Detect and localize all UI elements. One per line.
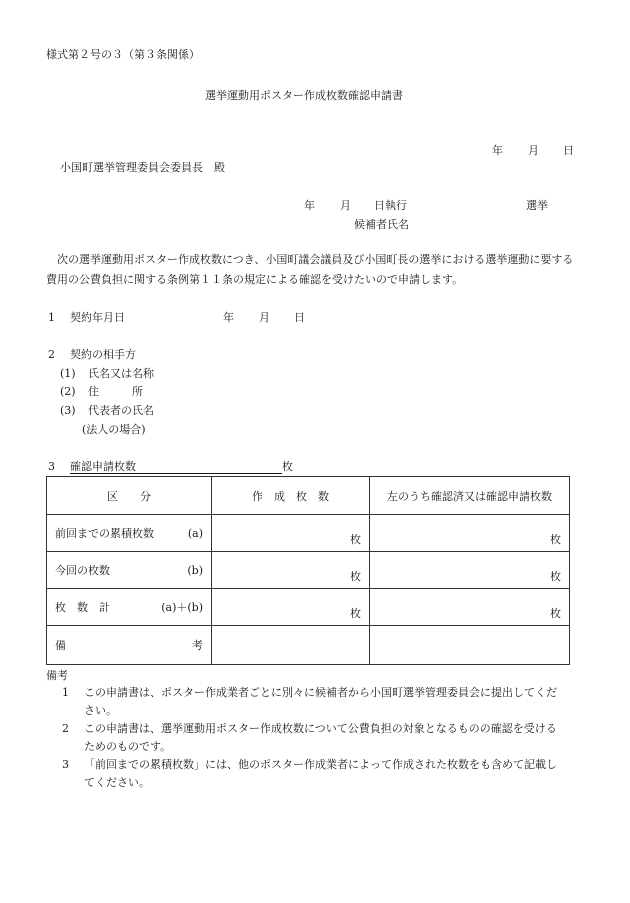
header-category: 区 分 [47,477,212,515]
row-tag: (a) [187,526,203,540]
item3-underline [70,473,282,474]
row-label: 備 [55,639,66,652]
remarks-cell[interactable] [370,626,570,665]
unit-label: 枚 [550,607,561,620]
row-label: 前回までの累積枚数 [55,527,154,540]
item1-month: 月 [259,311,270,324]
row-label-cell [47,552,212,589]
row-tag: 考 [192,639,203,652]
election-day-executed: 日執行 [374,199,407,212]
created-count-cell[interactable] [212,589,370,626]
item1-label: 契約年月日 [70,311,125,324]
item2-sub3-label: 代表者の氏名 [88,404,154,417]
created-count-cell[interactable] [212,515,370,552]
item1-year: 年 [223,311,234,324]
table-row [47,589,570,626]
remark-item [62,720,572,756]
remark-number: 3 [62,758,69,771]
remark-text: この申請書は、ポスター作成業者ごとに別々に候補者から小国町選挙管理委員会に提出してください。 [84,686,557,717]
table-row [47,626,570,665]
item3-unit: 枚 [282,460,293,473]
table-row [47,515,570,552]
unit-label: 枚 [550,570,561,583]
remarks-cell[interactable] [212,626,370,665]
item1-number: 1 [48,311,55,324]
confirmed-count-cell[interactable] [370,552,570,589]
item2-sub3-number: (3) [60,404,76,417]
date-year: 年 [492,144,503,157]
confirmed-count-cell[interactable] [370,589,570,626]
form-id: 様式第２号の３（第３条関係） [46,48,200,61]
election-year: 年 [304,199,315,212]
row-tag: (a)＋(b) [161,601,203,614]
table-header-row [47,477,570,515]
remark-item [62,756,572,792]
confirmed-count-cell[interactable] [370,515,570,552]
item2-number: 2 [48,348,55,361]
remarks-title: 備考 [46,669,68,682]
created-count-cell[interactable] [212,552,370,589]
item2-sub1-label: 氏名又は名称 [88,367,154,380]
unit-label: 枚 [350,607,361,620]
remark-text: 「前回までの累積枚数」には、他のポスター作成業者によって作成された枚数をも含めて記載してください。 [84,758,557,789]
document-title: 選挙運動用ポスター作成枚数確認申請書 [205,89,403,102]
row-label: 今回の枚数 [55,564,110,577]
date-month: 月 [528,144,539,157]
table-row [47,552,570,589]
item2-sub1-number: (1) [60,367,76,380]
item3-label: 確認申請枚数 [70,460,136,473]
unit-label: 枚 [350,533,361,546]
item2-corporate-note: (法人の場合) [82,423,146,436]
item1-day: 日 [294,311,305,324]
candidate-name-label: 候補者氏名 [354,218,409,231]
remark-text: この申請書は、選挙運動用ポスター作成枚数について公費負担の対象となるものの確認を受けるためのものです。 [84,722,557,753]
remark-number: 2 [62,722,69,735]
election-label: 選挙 [526,199,548,212]
header-confirmed-count: 左のうち確認済又は確認申請枚数 [370,477,570,515]
election-month: 月 [340,199,351,212]
header-created-count: 作 成 枚 数 [212,477,370,515]
item2-label: 契約の相手方 [70,348,136,361]
addressee: 小国町選挙管理委員会委員長 殿 [60,161,225,174]
row-label-cell [47,589,212,626]
item2-sub2-number: (2) [60,385,76,398]
unit-label: 枚 [350,570,361,583]
row-label: 枚 数 計 [55,601,110,614]
row-label-cell [47,515,212,552]
item2-sub2-label: 住 所 [88,385,143,398]
item3-number: 3 [48,460,55,473]
intro-text: 次の選挙運動用ポスター作成枚数につき、小国町議会議員及び小国町長の選挙における選挙運動に要する費用の公費負担に関する条例第１１条の規定による確認を受けたいので申請します。 [46,253,574,286]
unit-label: 枚 [550,533,561,546]
row-tag: (b) [187,563,203,577]
row-label-cell [47,626,212,665]
remark-item [62,684,572,720]
date-day: 日 [563,144,574,157]
remark-number: 1 [62,686,69,699]
poster-count-table [46,476,570,665]
